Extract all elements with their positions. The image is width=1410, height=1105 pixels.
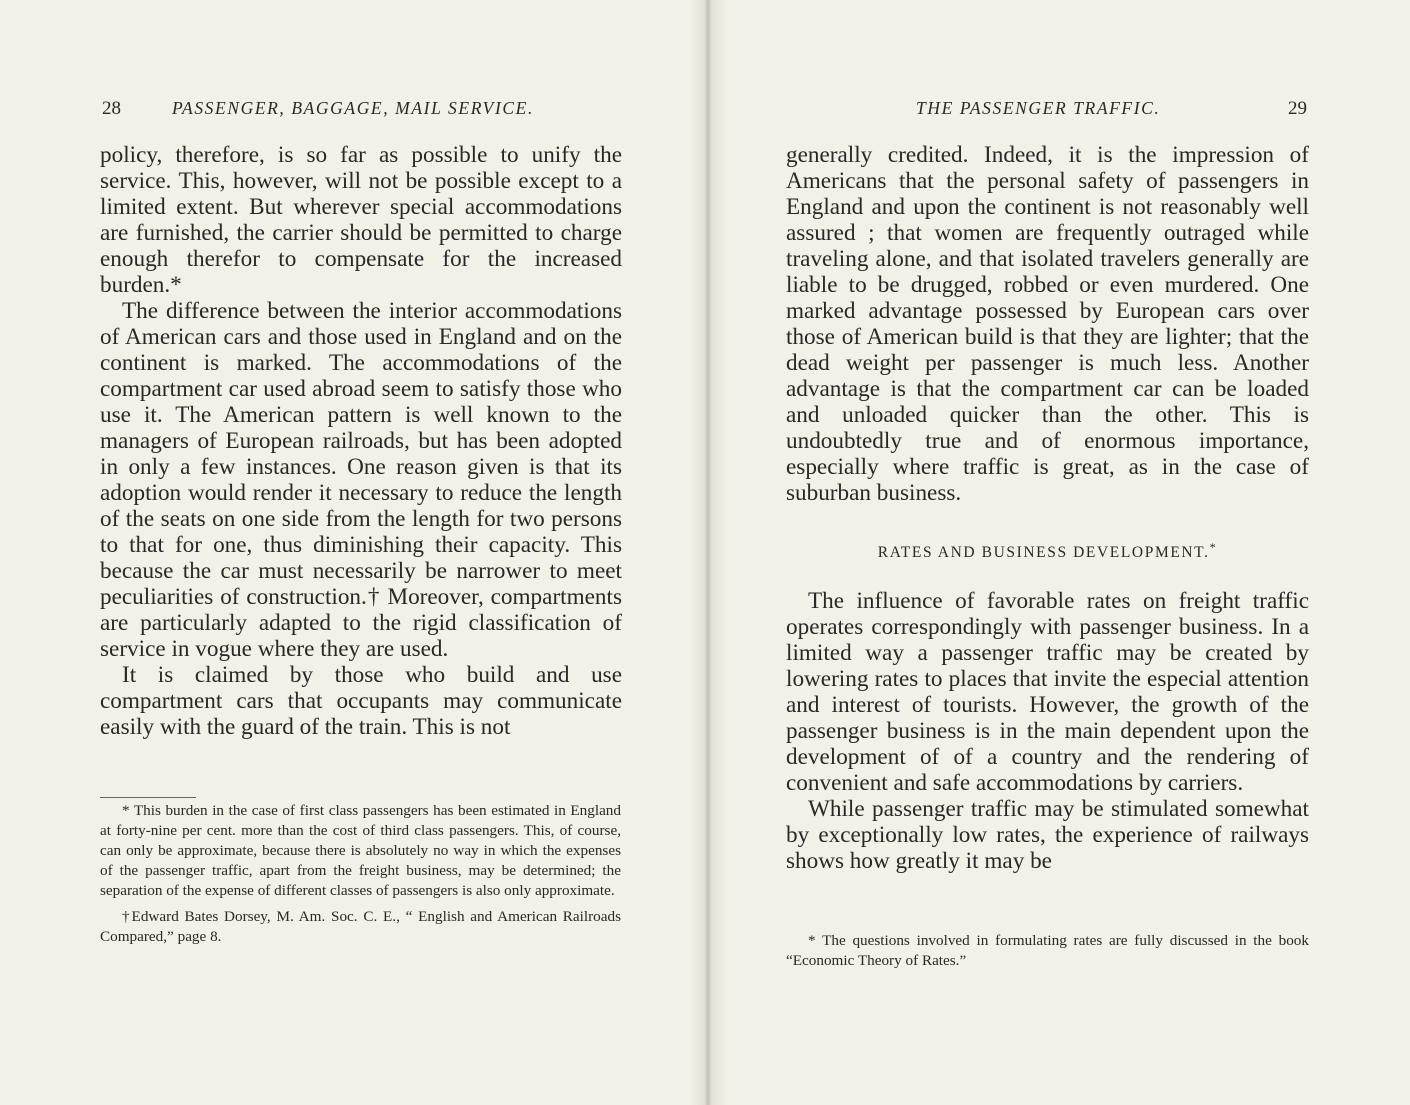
body-text	[786, 142, 1309, 874]
right-page	[706, 0, 1410, 1105]
paragraph: policy, therefore, is so far as possible to unify the service. This, however, will not be possible except to a limited extent. But wherever special accommodations are furnished, the carrier should be permitted to charge enough therefor to compensate for the increased burden.*	[100, 142, 622, 298]
footnote-mark: *	[1209, 540, 1218, 554]
section-heading	[786, 534, 1309, 566]
section-heading-text: RATES AND BUSINESS DEVELOPMENT.	[877, 544, 1210, 562]
footnote: * The questions involved in formulating rates are fully discussed in the book “Economic Theory of Rates.”	[786, 932, 1309, 969]
paragraph: While passenger traffic may be stimulated somewhat by exceptionally low rates, the experience of railways shows how greatly it may be	[786, 796, 1309, 875]
paragraph: It is claimed by those who build and use compartment cars that occupants may communicate easily with the guard of the train. This is not	[100, 662, 622, 740]
paragraph: generally credited. Indeed, it is the impression of Americans that the personal safety of passengers in England and upon the continent is not reasonably well assured ; that women are frequently outraged while traveling alone, and that isolated travelers generally are liable to be drugged, robbed or even murdered. One marked advantage possessed by European cars over those of American build is that they are lighter; that the dead weight per passenger is much less. Another advantage is that the compartment car can be loaded and unloaded quicker than the other. This is undoubtedly true and of enormous importance, especially where traffic is great, as in the case of suburban business.	[786, 142, 1309, 506]
footnotes	[786, 931, 1309, 971]
footnote: †Edward Bates Dorsey, M. Am. Soc. C. E., “ English and American Railroads Compared,” page 8.	[100, 908, 621, 945]
paragraph: The difference between the interior accommodations of American cars and those used in England and on the continent is marked. The accommodations of the compartment car used abroad seem to satisfy those who use it. The American pattern is well known to the managers of European railroads, but has been adopted in only a few instances. One reason given is that its adoption would render it necessary to reduce the length of the seats on one side from the length for two persons to that for one, thus diminishing their capacity. This because the car must necessarily be narrower to meet peculiarities of construction.† Moreover, compartments are particularly adapted to the rigid classification of service in vogue where they are used.	[100, 298, 622, 662]
book-gutter	[690, 0, 726, 1105]
footnote-rule	[100, 797, 196, 798]
page-number: 28	[102, 98, 121, 119]
running-head: THE PASSENGER TRAFFIC.	[916, 98, 1161, 118]
body-text	[100, 142, 622, 740]
page-number: 29	[1288, 98, 1307, 119]
footnote: * This burden in the case of first class passengers has been estimated in England at forty-nine per cent. more than the cost of third class passengers. This, of course, can only be approximate, because there is absolutely no way in which the expenses of the passenger traffic, apart from the freight business, may be determined; the separation of the expense of different classes of passengers is also only approximate.	[100, 802, 621, 899]
footnotes	[100, 801, 621, 947]
running-head: PASSENGER, BAGGAGE, MAIL SERVICE.	[172, 98, 534, 118]
paragraph: The influence of favorable rates on freight traffic operates correspondingly with passenger business. In a limited way a passenger traffic may be created by lowering rates to places that invite the especial attention and interest of tourists. However, the growth of the passenger business is in the main dependent upon the development of of a country and the rendering of convenient and safe accommodations by carriers.	[786, 588, 1309, 797]
